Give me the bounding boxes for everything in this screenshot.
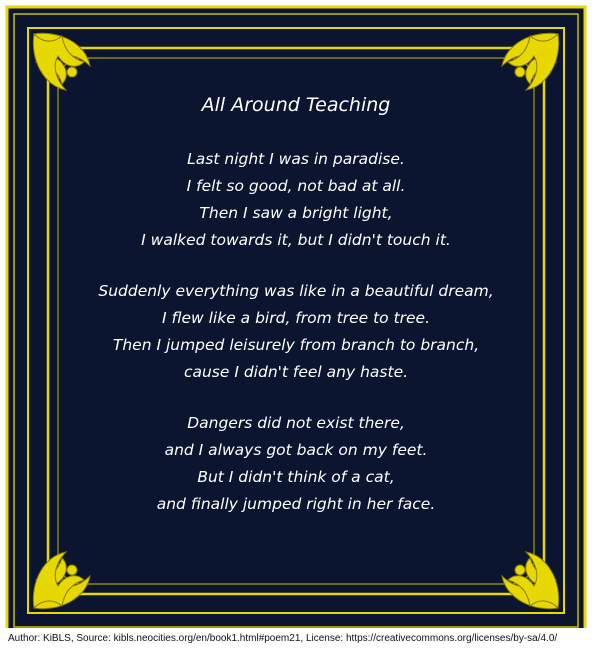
poem-line: I flew like a bird, from tree to tree.: [161, 309, 431, 327]
stanza-1: [60, 146, 532, 254]
poem-title: All Around Teaching: [201, 94, 391, 116]
poem-line: But I didn't think of a cat,: [197, 468, 395, 486]
stanza-2: [60, 278, 532, 386]
poem-line: cause I didn't feel any haste.: [183, 363, 409, 381]
stanza-3: [60, 410, 532, 518]
poem-line: I felt so good, not bad at all.: [186, 177, 406, 195]
poem-line: I walked towards it, but I didn't touch it.: [141, 231, 451, 249]
poem-line: Dangers did not exist there,: [187, 414, 405, 432]
poem-line: Then I saw a bright light,: [199, 204, 393, 222]
poem-line: and finally jumped right in her face.: [156, 495, 436, 513]
poem-line: Then I jumped leisurely from branch to branch,: [112, 336, 480, 354]
poem: [60, 92, 532, 542]
poem-line: Last night I was in paradise.: [187, 150, 405, 168]
credit-line: Author: KiBLS, Source: kibls.neocities.org/en/book1.html#poem21, License: https://creativecommons.org/licenses/by-sa/4.0/: [0, 628, 592, 650]
poem-line: Suddenly everything was like in a beautiful dream,: [98, 282, 494, 300]
poem-line: and I always got back on my feet.: [164, 441, 428, 459]
